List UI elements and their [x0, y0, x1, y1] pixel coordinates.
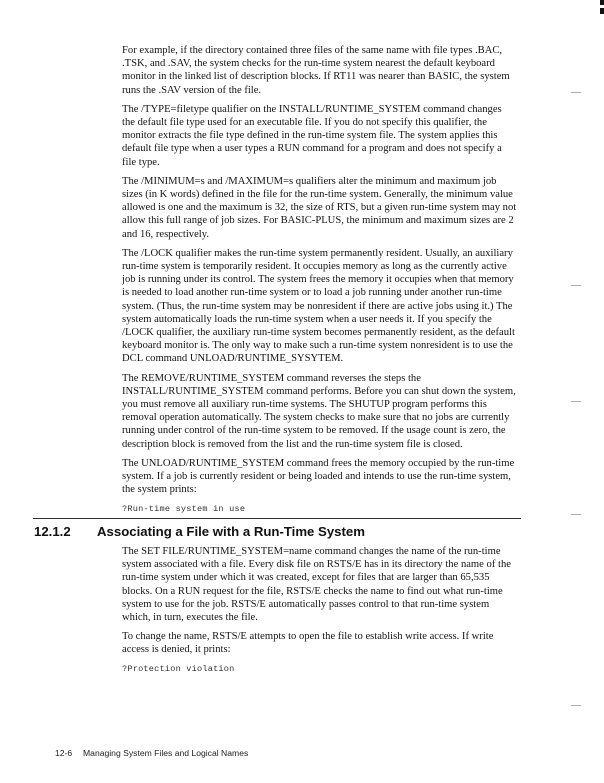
bottom-text-block: [122, 545, 517, 676]
scan-edge-mark: [600, 8, 604, 14]
section-heading: [34, 524, 365, 539]
chapter-title: Managing System Files and Logical Names: [83, 748, 249, 758]
margin-scan-mark: [571, 285, 581, 286]
section-rule: [33, 518, 521, 519]
code-protection-violation: ?Protection violation: [122, 663, 235, 674]
page-number: 12-6: [55, 748, 73, 758]
paragraph-change-name: To change the name, RSTS/E attempts to open the file to establish write access. If write access is denied, it prints:: [122, 631, 494, 656]
margin-scan-mark: [571, 92, 581, 93]
margin-scan-mark: [571, 705, 581, 706]
section-number: 12.1.2: [34, 524, 71, 539]
margin-scan-mark: [571, 401, 581, 402]
paragraph-unload-command: The UNLOAD/RUNTIME_SYSTEM command frees the memory occupied by the run-time system. If a job is currently resident or being loaded and intends to use the run-time system, the system prints:: [122, 457, 515, 496]
paragraph-min-max-qualifiers: The /MINIMUM=s and /MAXIMUM=s qualifiers alter the minimum and maximum job sizes (in K words) defined in the file for the run-time system. Generally, the minimum value allowed is one and the maximum is 32, the size of RTS, but a given run-time system may not allow this full range of job sizes. For BASIC-PLUS, the minimum and maximum sizes are 2 and 16, respectively.: [122, 175, 517, 240]
paragraph-remove-command: The REMOVE/RUNTIME_SYSTEM command reverses the steps the INSTALL/RUNTIME_SYSTEM command performs. Before you can shut down the system, you must remove all auxiliary run-time systems. The SHUTUP program performs this removal operation automatically. The system checks to make sure that no jobs are currently running under control of the run-time system to be removed. If the usage count is zero, the description block is removed from the list and the run-time system file is closed.: [122, 372, 516, 450]
paragraph-type-qualifier: The /TYPE=filetype qualifier on the INSTALL/RUNTIME_SYSTEM command changes the default file type used for an executable file. If you do not specify this qualifier, the monitor extracts the file type defined in the run-time system file. The system applies this default file type when a user types a RUN command for a program and does not specify a file type.: [122, 103, 502, 168]
section-title: Associating a File with a Run-Time System: [97, 524, 365, 539]
top-text-block: [122, 44, 517, 516]
paragraph-set-file-command: The SET FILE/RUNTIME_SYSTEM=name command changes the name of the run-time system associated with a file. Every disk file on RSTS/E has in its directory the name of the run-time system under which it was created, except for files that are larger than 65,535 blocks. On a RUN request for the file, RSTS/E checks the name to find out what run-time system to use for the job. RSTS/E automatically passes control to that run-time system which, in turn, executes the file.: [122, 546, 511, 624]
paragraph-file-types-example: For example, if the directory contained three files of the same name with file types .BAC, .TSK, and .SAV, the system checks for the run-time system nearest the default keyboard monitor in the linked list of description blocks. If RT11 was nearer than BASIC, the system runs the .SAV version of the file.: [122, 45, 510, 96]
scan-edge-mark: [600, 0, 604, 5]
code-run-time-in-use: ?Run-time system in use: [122, 503, 246, 514]
margin-scan-mark: [571, 514, 581, 515]
page-footer: [55, 748, 248, 758]
paragraph-lock-qualifier: The /LOCK qualifier makes the run-time system permanently resident. Usually, an auxiliary run-time system is temporarily resident. It occupies memory as long as the currently active job is running under its control. The system frees the memory it occupies when that memory is needed to load another run-time system or to load a job running under another run-time system. (Thus, the run-time system may be nonresident if there are active jobs using it.) The system automatically loads the run-time system when a user needs it. If you specify the /LOCK qualifier, the auxiliary run-time system becomes permanently resident, as the default keyboard monitor is. The only way to make such a run-time system nonresident is to use the DCL command UNLOAD/RUNTIME_SYSYTEM.: [122, 247, 515, 365]
